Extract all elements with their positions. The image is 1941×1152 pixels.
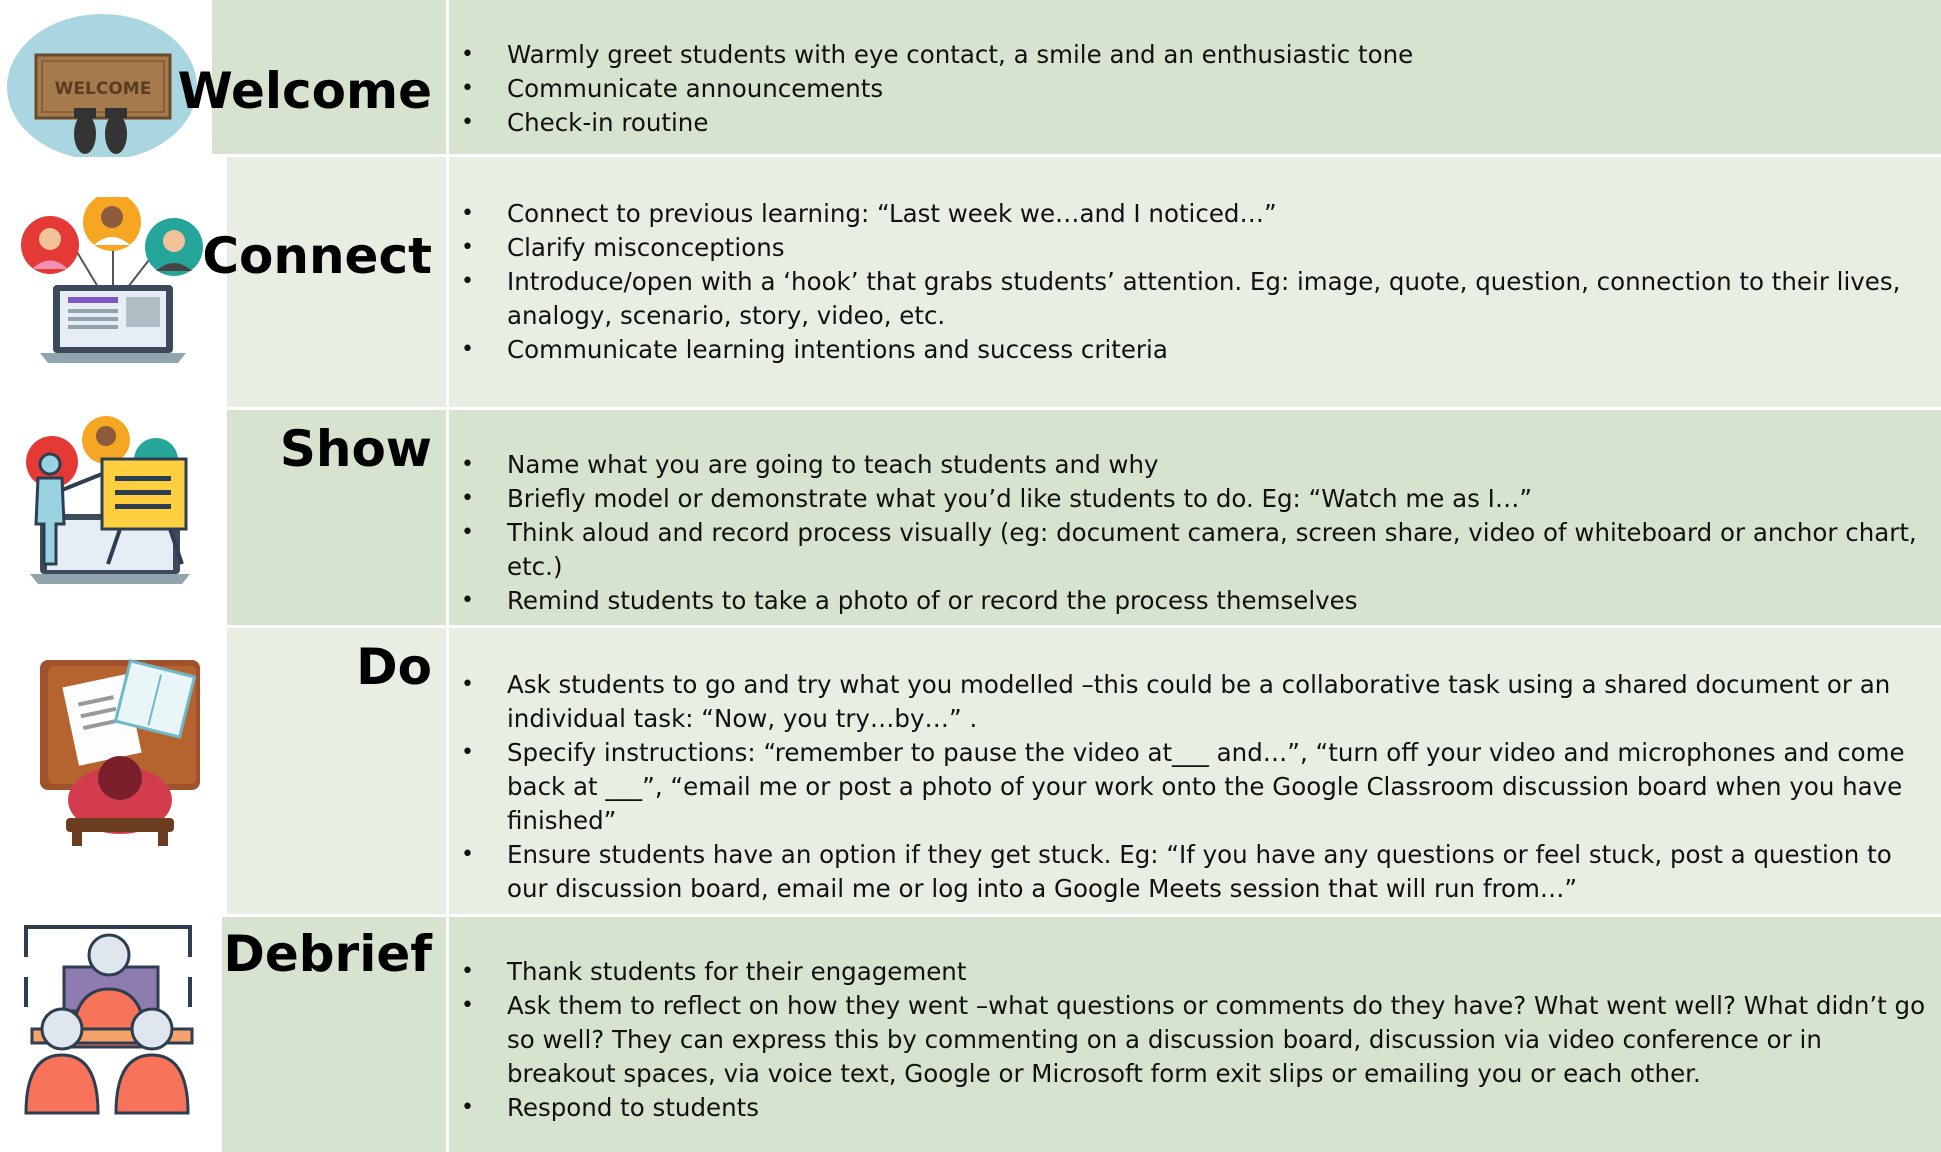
list-item: • Specify instructions: “remember to pause the video at___ and…”, “turn off your video and microphones and come back at ___”, “email me or post a photo of your work onto the Google Classroom discussion board when you have finished” xyxy=(449,736,1933,838)
bullet-list xyxy=(449,955,1933,1125)
list-item: • Ensure students have an option if they get stuck. Eg: “If you have any questions or feel stuck, post a question to our discussion board, email me or log into a Google Meets session that will run from…” xyxy=(449,838,1933,906)
section-title: Do xyxy=(356,638,432,696)
welcome-mat-icon xyxy=(4,12,200,162)
list-item: • Ask students to go and try what you modelled –this could be a collaborative task using a shared document or an individual task: “Now, you try…by…” . xyxy=(449,668,1933,736)
list-item: • Name what you are going to teach students and why xyxy=(449,448,1933,482)
section-debrief xyxy=(0,917,1941,1152)
list-item: • Thank students for their engagement xyxy=(449,955,1933,989)
bullet-list xyxy=(449,668,1933,906)
list-item: • Introduce/open with a ‘hook’ that grabs students’ attention. Eg: image, quote, question, connection to their lives, analogy, scenario, story, video, etc. xyxy=(449,265,1933,333)
bullet-list xyxy=(449,448,1933,618)
content-cell xyxy=(449,628,1941,914)
content-cell xyxy=(449,410,1941,625)
bullet-list xyxy=(449,38,1933,140)
title-cell xyxy=(222,917,446,1152)
list-item: • Think aloud and record process visually (eg: document camera, screen share, video of whiteboard or anchor chart, etc.) xyxy=(449,516,1933,584)
section-connect xyxy=(0,157,1941,407)
section-title: Welcome xyxy=(177,62,432,120)
list-item: • Respond to students xyxy=(449,1091,1933,1125)
content-cell xyxy=(449,0,1941,154)
title-cell xyxy=(227,628,446,914)
list-item: • Check-in routine xyxy=(449,106,1933,140)
list-item: • Communicate announcements xyxy=(449,72,1933,106)
icon-cell xyxy=(0,410,227,625)
title-cell xyxy=(177,0,446,154)
section-show xyxy=(0,410,1941,625)
icon-cell xyxy=(0,917,222,1152)
icon-cell xyxy=(0,628,227,914)
student-desk-icon xyxy=(36,650,206,850)
list-item: • Connect to previous learning: “Last week we…and I noticed…” xyxy=(449,197,1933,231)
connected-people-laptop-icon xyxy=(18,197,208,367)
list-item: • Briefly model or demonstrate what you’d like students to do. Eg: “Watch me as I…” xyxy=(449,482,1933,516)
section-welcome xyxy=(0,0,1941,154)
welcome-mat-label: WELCOME xyxy=(54,79,152,99)
section-title: Debrief xyxy=(223,925,432,983)
section-do xyxy=(0,628,1941,914)
section-title: Connect xyxy=(202,227,432,285)
bullet-list xyxy=(449,197,1933,367)
list-item: • Remind students to take a photo of or record the process themselves xyxy=(449,584,1933,618)
list-item: • Warmly greet students with eye contact, a smile and an enthusiastic tone xyxy=(449,38,1933,72)
icon-cell xyxy=(0,157,227,407)
presenter-board-icon xyxy=(20,414,200,594)
group-discussion-icon xyxy=(20,917,200,1117)
list-item: • Communicate learning intentions and success criteria xyxy=(449,333,1933,367)
content-cell xyxy=(449,917,1941,1152)
content-cell xyxy=(449,157,1941,407)
title-cell xyxy=(202,157,446,407)
list-item: • Ask them to reflect on how they went –what questions or comments do they have? What went well? What didn’t go so well? They can express this by commenting on a discussion board, discussion via video conference or in breakout spaces, via voice text, Google or Microsoft form exit slips or emailing you or each other. xyxy=(449,989,1933,1091)
title-cell xyxy=(227,410,446,625)
section-title: Show xyxy=(279,420,432,478)
list-item: • Clarify misconceptions xyxy=(449,231,1933,265)
